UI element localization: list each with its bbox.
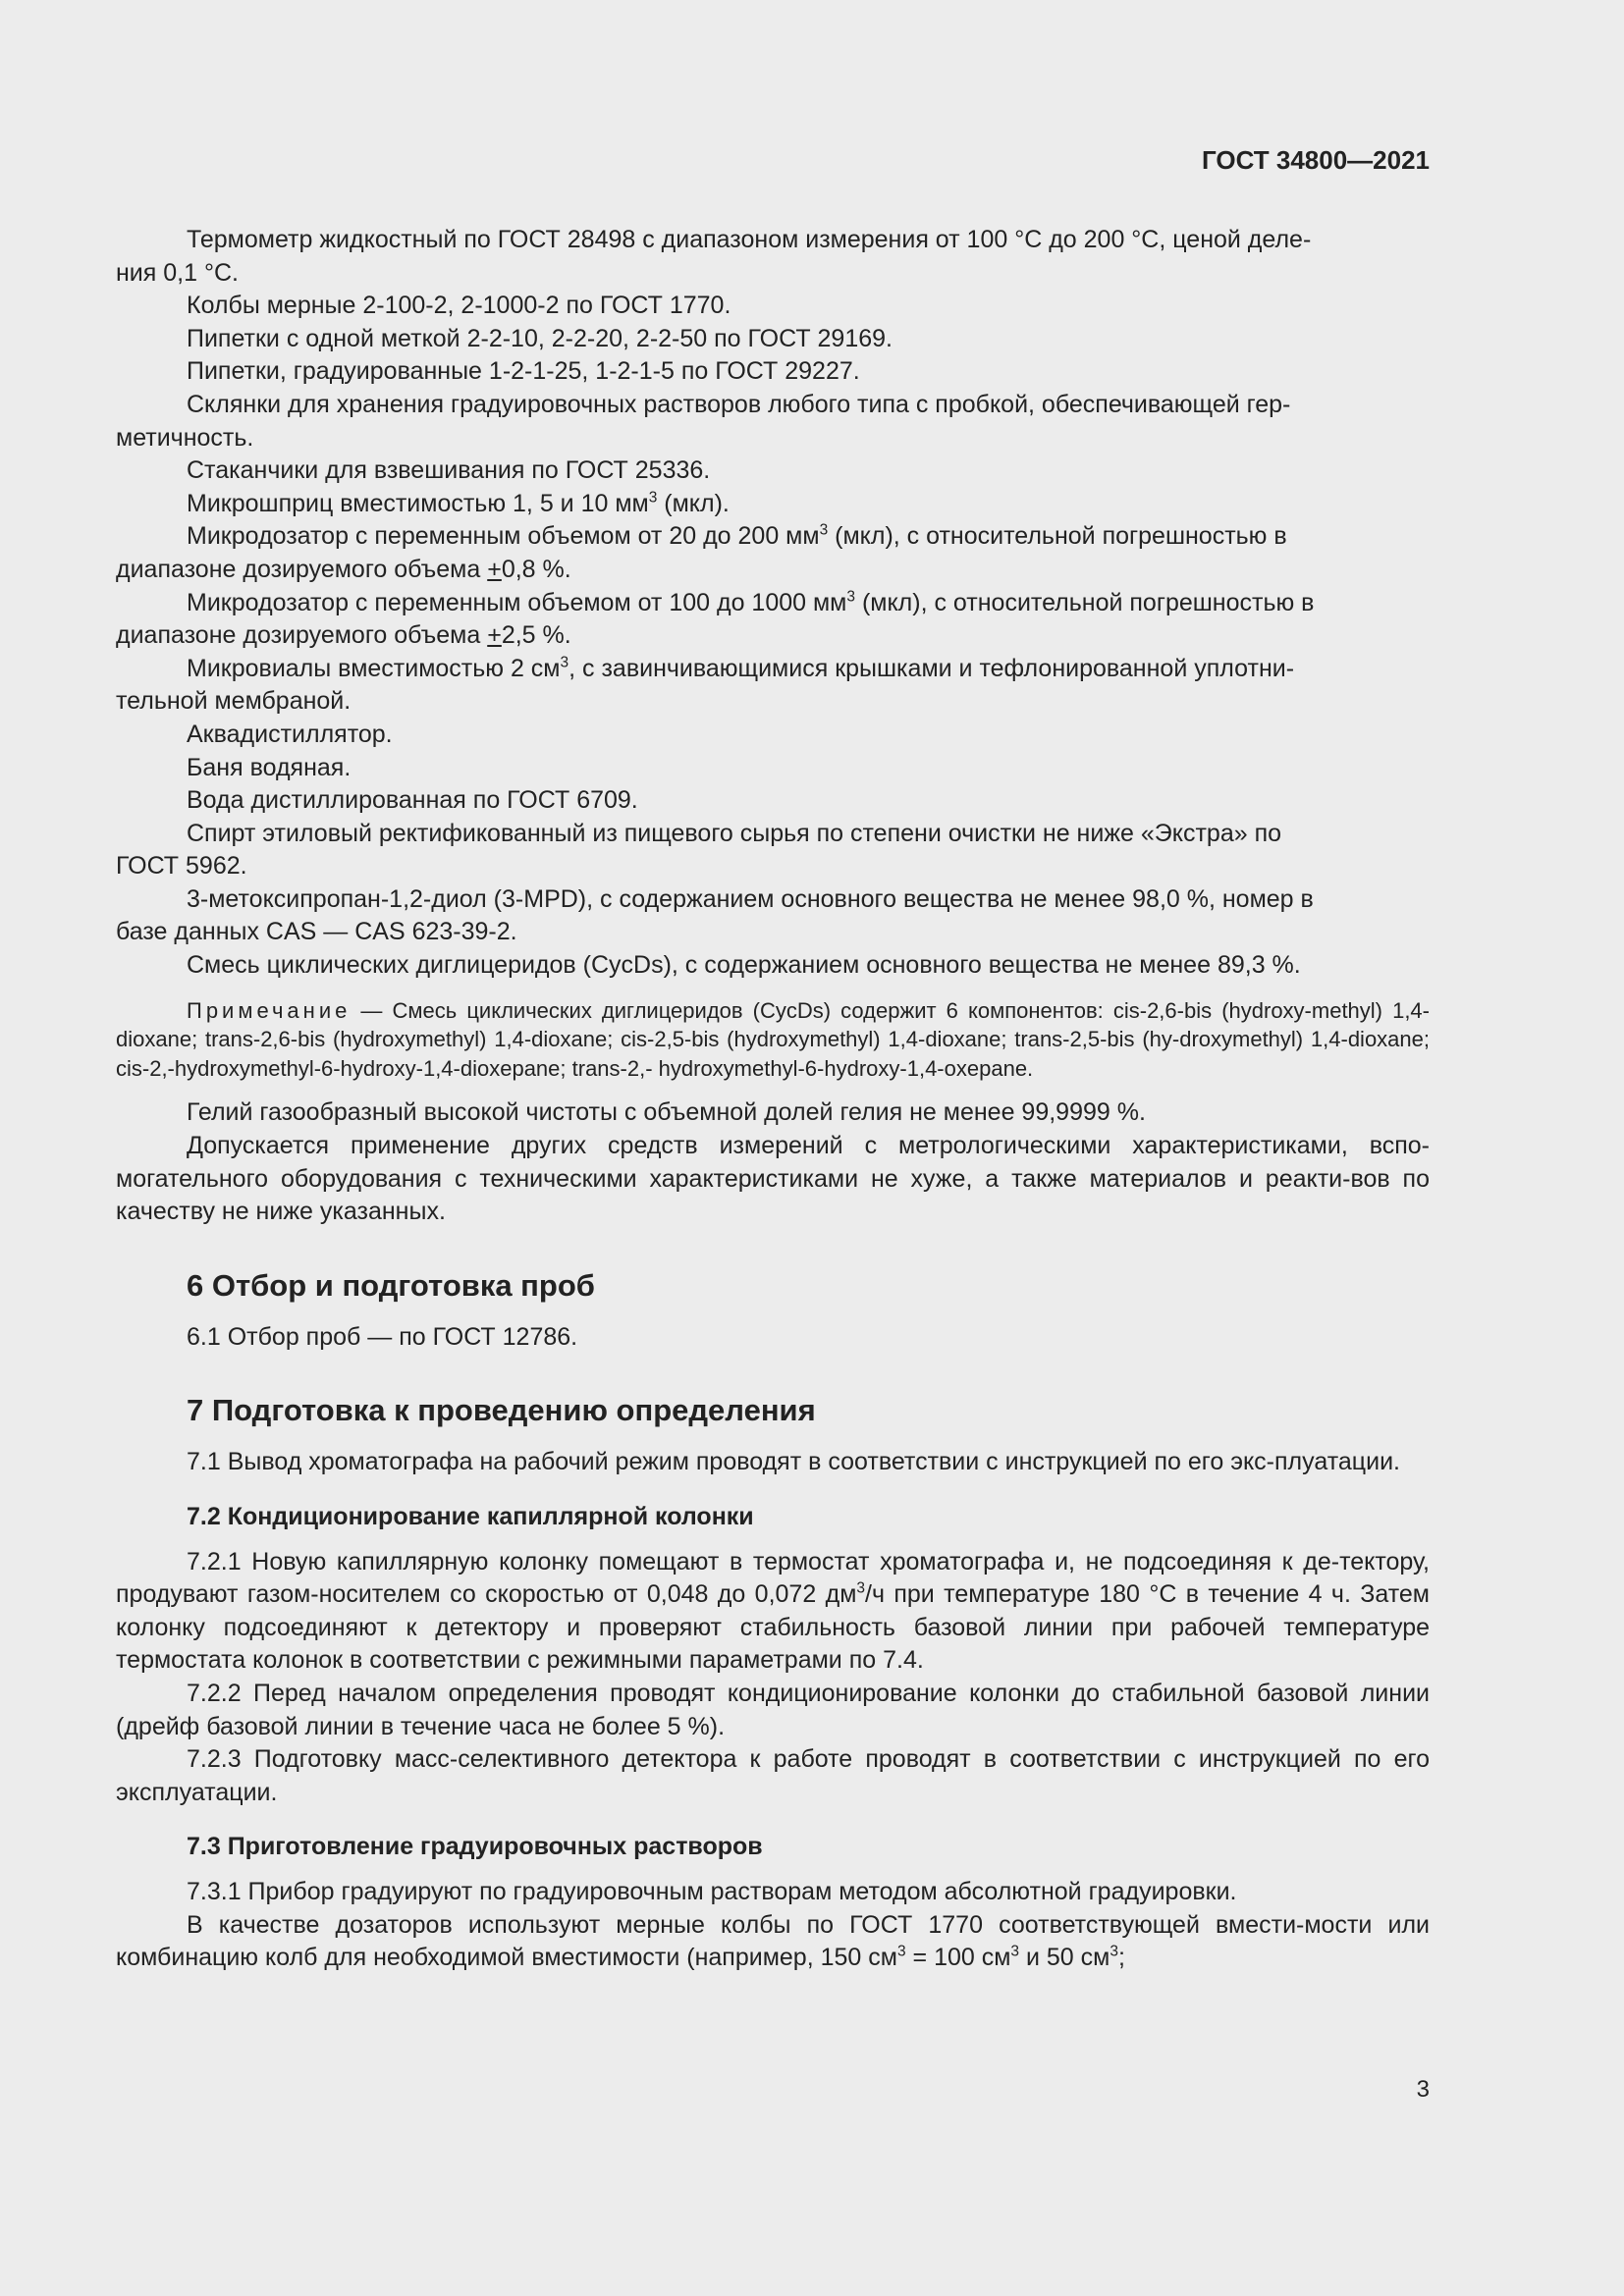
list-item: Спирт этиловый ректификованный из пищевого сырья по степени очистки не ниже «Экстра» по ГОСТ 5962. [116, 819, 1282, 881]
paragraph: 6.1 Отбор проб — по ГОСТ 12786. [187, 1322, 578, 1351]
paragraph: Допускается применение других средств измерений с метрологическими характеристиками, вспо-могательного оборудования с техническими характеристиками не хуже, а также материалов и реакти-вов по качеству не ниже указанных. [116, 1132, 1430, 1226]
list-item: Баня водяная. [187, 753, 352, 781]
list-item: Микровиалы вместимостью 2 $см^3$, с завинчивающимися крышками и тефлонированной уплотни- тельной мембраной. [116, 654, 1295, 716]
document-body [116, 224, 1430, 1975]
list-item: Микродозатор с переменным объемом от 100 до 1000 $мм^3$ (мкл), с относительной погрешностью в диапазоне дозируемого объема +2,5 %. [116, 587, 1315, 650]
list-item: 3-метоксипропан-1,2-диол (3-MPD), с содержанием основного вещества не менее 98,0 %, номер в базе данных CAS — CAS 623-39-2. [116, 884, 1314, 946]
list-item: Аквадистиллятор. [187, 720, 393, 748]
list-item: Микрошприц вместимостью 1, 5 и 10 $мм^3$ (мкл). [187, 489, 730, 517]
paragraph: 7.2.2 Перед началом определения проводят кондиционирование колонки до стабильной базовой линии (дрейф базовой линии в течение часа не более 5 %). [116, 1679, 1430, 1740]
list-item: Пипетки с одной меткой 2-2-10, 2-2-20, 2-2-50 по ГОСТ 29169. [187, 324, 893, 352]
paragraph: 7.2.3 Подготовку масс-селективного детектора к работе проводят в соответствии с инструкцией по его эксплуатации. [116, 1745, 1430, 1806]
list-item: Склянки для хранения градуировочных растворов любого типа с пробкой, обеспечивающей гер- метичность. [116, 390, 1291, 452]
list-item: Микродозатор с переменным объемом от 20 до 200 $мм^3$ (мкл), с относительной погрешностью в диапазоне дозируемого объема +0,8 %. [116, 521, 1287, 583]
list-item: Пипетки, градуированные 1-2-1-25, 1-2-1-5 по ГОСТ 29227. [187, 357, 860, 386]
document-header: ГОСТ 34800—2021 [1202, 145, 1430, 175]
list-item: Смесь циклических диглицеридов (CycDs), с содержанием основного вещества не менее 89,3 %. [187, 951, 1301, 980]
list-item: Колбы мерные 2-100-2, 2-1000-2 по ГОСТ 1770. [187, 292, 731, 320]
list-item: Вода дистиллированная по ГОСТ 6709. [187, 786, 638, 815]
subsection-heading: 7.2 Кондиционирование капиллярной колонки [187, 1503, 754, 1530]
note [116, 996, 1430, 1084]
paragraph: 7.3.1 Прибор градуируют по градуировочным растворам методом абсолютной градуировки. [187, 1877, 1237, 1905]
note-text: — Смесь циклических диглицеридов (CycDs) содержит 6 компонентов: cis-2,6-bis (hydroxy-methyl) 1,4-dioxane; trans-2,6-bis (hydroxymethyl) 1,4-dioxane; cis-2,5-bis (hydroxymethyl) 1,4-dioxane; trans-2,5-bis (hy-droxymethyl) 1,4-dioxane; cis-2,-hydroxymethyl-6-hydroxy-1,4-dioxepane; trans-2,- hydroxymethyl-6-hydroxy-1,4-oxepane. [116, 997, 1430, 1081]
paragraph: В качестве дозаторов используют мерные колбы по ГОСТ 1770 соответствующей вмести-мости или комбинацию колб для необходимой вместимости (например, 150 $см^3 = 100$ $см^3$ и 50 $см^3$; [116, 1910, 1430, 1972]
paragraph: Гелий газообразный высокой чистоты с объемной долей гелия не менее 99,9999 %. [187, 1098, 1146, 1127]
note-label: Примечание [187, 997, 352, 1023]
section-heading: 6 Отбор и подготовка проб [187, 1267, 595, 1303]
paragraph: 7.1 Вывод хроматографа на рабочий режим проводят в соответствии с инструкцией по его экс-плуатации. [187, 1448, 1400, 1476]
section-heading: 7 Подготовка к проведению определения [187, 1393, 816, 1428]
list-item: Стаканчики для взвешивания по ГОСТ 25336. [187, 456, 711, 485]
subsection-heading: 7.3 Приготовление градуировочных растворов [187, 1833, 763, 1861]
list-item: Термометр жидкостный по ГОСТ 28498 с диапазоном измерения от 100 °С до 200 °С, ценой деле- ния 0,1 °С. [116, 226, 1312, 287]
page-number: 3 [1416, 2076, 1430, 2103]
paragraph: 7.2.1 Новую капиллярную колонку помещают в термостат хроматографа и, не подсоединяя к де-тектору, продувают газом-носителем со скоростью от 0,048 до 0,072 $дм^3/ч$ при температуре 180 °С в течение 4 ч. Затем колонку подсоединяют к детектору и проверяют стабильность базовой линии при рабочей температуре термостата колонок в соответствии с режимными параметрами по 7.4. [116, 1547, 1430, 1675]
